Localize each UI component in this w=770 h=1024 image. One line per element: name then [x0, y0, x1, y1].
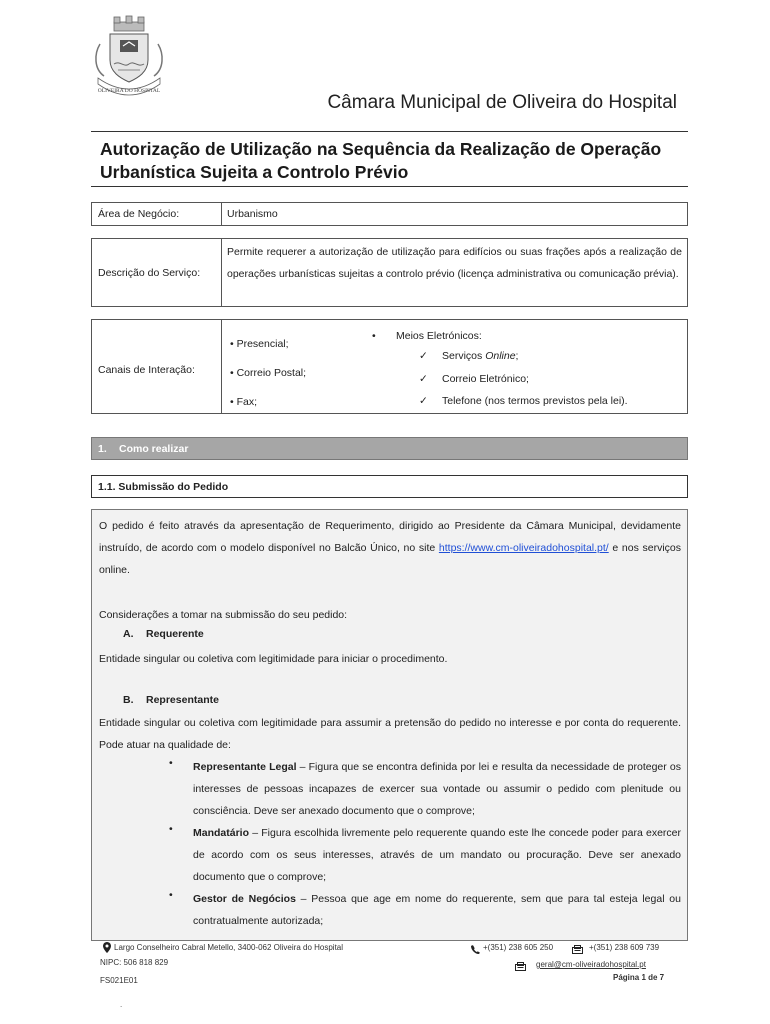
svg-text:OLIVEIRA DO HOSPITAL: OLIVEIRA DO HOSPITAL: [97, 88, 161, 94]
page-number: Página 1 de 7: [613, 973, 665, 982]
business-area-table: [91, 202, 688, 226]
channel-electronic-bullet: •: [372, 330, 376, 342]
title-rule-top: [91, 131, 688, 132]
footer-email-link[interactable]: geral@cm-oliveiradohospital.pt: [536, 960, 646, 969]
footer-document-code: FS021E01: [100, 976, 138, 985]
channel-electronic-means: Meios Eletrónicos:: [396, 330, 482, 342]
website-link[interactable]: https://www.cm-oliveiradohospital.pt/: [438, 542, 609, 554]
item-a-letter: A.: [123, 628, 134, 640]
interaction-channels-table: [91, 319, 688, 414]
document-title: [100, 138, 685, 184]
municipality-name: Câmara Municipal de Oliveira do Hospital: [327, 92, 677, 113]
municipality-coat-of-arms-logo: [90, 14, 168, 98]
phone-icon: [470, 941, 480, 959]
representative-legal-item: Representante Legal – Figura que se encontra definida por lei e resulta da necessidade de proteger os interesses de pessoas incapazes de exercer sua vontade ou assumir o pedido com plenitude ou consciência. Deve ser anexado documento que o comprove;: [193, 761, 681, 817]
footer-nipc: NIPC: 506 818 829: [100, 958, 169, 967]
gestor-negocios-item: Gestor de Negócios – Pessoa que age em nome do requerente, sem que para tal esteja legal ou contratualmente autorizada;: [193, 893, 681, 927]
section-header-como-realizar: [91, 437, 688, 460]
bullet: •: [169, 823, 173, 835]
footer-dot: .: [120, 1000, 123, 1009]
intro-paragraph: O pedido é feito através da apresentação de Requerimento, dirigido ao Presidente da Câmara Municipal, devidamente instruído, de acordo com o modelo disponível no Balcão Único, no site https://www.cm-oliveiradohospital.pt/ e nos serviços online.: [99, 520, 681, 576]
item-b-text: Entidade singular ou coletiva com legitimidade para assumir a pretensão do pedido no interesse e por conta do requerente. Pode atuar na qualidade de:: [99, 717, 681, 751]
fax-icon: [572, 941, 583, 959]
location-pin-icon: [103, 940, 111, 958]
service-description-label: Descrição do Serviço:: [98, 267, 201, 279]
title-rule-bottom: [91, 186, 688, 187]
interaction-channels-label: Canais de Interação:: [98, 364, 195, 376]
footer-fax: +(351) 238 609 739: [589, 943, 660, 952]
service-description-table: [91, 238, 688, 307]
service-description-text: Permite requerer a autorização de utilização para edifícios ou suas frações após a realização de operações urbanísticas sujeitas a controlo prévio (licença administrativa ou comunicação prévia).: [227, 246, 682, 280]
subsection-title: 1.1. Submissão do Pedido: [98, 481, 229, 493]
bullet: •: [169, 889, 173, 901]
item-a-title: Requerente: [146, 628, 204, 640]
business-area-label: Área de Negócio:: [98, 208, 180, 220]
mandatario-item: Mandatário – Figura escolhida livremente pelo requerente quando este lhe concede poder para exercer de acordo com os seus interesses, através de um mandato ou procuração. Deve ser anexado documento que o comprove;: [193, 827, 681, 883]
channel-correio-postal: • Correio Postal;: [230, 367, 307, 379]
check-icon: ✓: [419, 373, 428, 385]
check-icon: ✓: [419, 395, 428, 407]
channel-presencial: • Presencial;: [230, 338, 289, 350]
section-number: 1.: [98, 443, 107, 455]
channel-email: Correio Eletrónico;: [442, 373, 529, 385]
business-area-value: Urbanismo: [227, 208, 278, 220]
submission-content-box: [91, 509, 688, 941]
check-icon: ✓: [419, 350, 428, 362]
channel-fax: • Fax;: [230, 396, 258, 408]
subsection-header-submissao: [91, 475, 688, 498]
footer-phone: +(351) 238 605 250: [483, 943, 554, 952]
channel-online-services: Serviços Online;: [442, 350, 519, 362]
section-title: Como realizar: [119, 443, 189, 455]
bullet: •: [169, 757, 173, 769]
title-line-1: Autorização de Utilização na Sequência da Realização de Operação: [100, 139, 662, 159]
item-a-text: Entidade singular ou coletiva com legitimidade para iniciar o procedimento.: [99, 653, 448, 665]
footer-address: Largo Conselheiro Cabral Metello, 3400-062 Oliveira do Hospital: [114, 943, 344, 952]
email-icon: [515, 958, 526, 976]
item-b-letter: B.: [123, 694, 134, 706]
title-line-2: Urbanística Sujeita a Controlo Prévio: [100, 162, 409, 182]
item-b-title: Representante: [146, 694, 219, 706]
considerations-text: Considerações a tomar na submissão do seu pedido:: [99, 609, 348, 621]
channel-phone: Telefone (nos termos previstos pela lei).: [442, 395, 628, 407]
